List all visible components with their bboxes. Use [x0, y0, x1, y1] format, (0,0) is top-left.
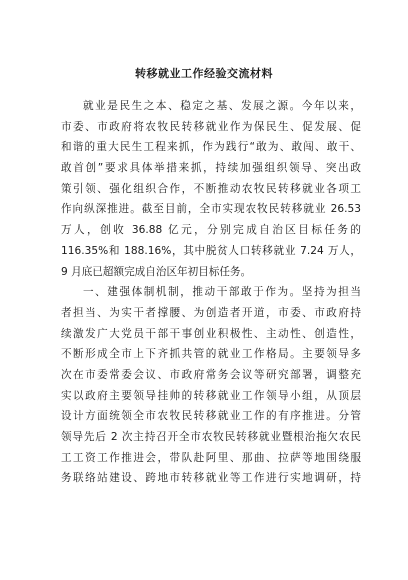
body-text-line: 工工资工作推进会，带队赴阿里、那曲、拉萨等地围绕服 [61, 451, 361, 464]
document-body [61, 96, 361, 489]
body-text-line: 9 月底已超额完成自治区年初目标任务。 [61, 265, 252, 278]
body-text-line: 续激发广大党员干部干事创业积极性、主动性、创造性， [61, 327, 361, 340]
body-text-line: 和谐的重大民生工程来抓，作为践行“敢为、敢闯、敢干、 [61, 141, 361, 154]
body-text-line: 不断形成全市上下齐抓共管的就业工作格局。主要领导多 [61, 348, 361, 361]
body-text-line: 设计方面统领全市农牧民转移就业工作的有序推进。分管 [61, 410, 361, 423]
body-text-line: 万人，创收 36.88 亿元，分别完成自治区目标任务的 [61, 224, 361, 237]
body-text-line: 一、建强体制机制，推动干部敢于作为。坚持为担当 [83, 286, 361, 299]
body-text-line: 次在市委常委会议、市政府常务会议等研究部署，调整充 [61, 368, 361, 381]
body-text-line: 者担当、为实干者撑腰、为创造者开道，市委、市政府持 [61, 306, 361, 319]
body-text-line: 领导先后 2 次主持召开全市农牧民转移就业暨根治拖欠农民 [61, 431, 361, 443]
body-text-line: 实以政府主要领导挂帅的转移就业工作领导小组，从顶层 [61, 389, 361, 402]
body-text-line: 作向纵深推进。截至目前，全市实现农牧民转移就业 26.53 [61, 203, 361, 216]
body-text-line: 116.35%和 188.16%，其中脱贫人口转移就业 7.24 万人， [61, 244, 361, 257]
body-text-line: 务联络站建设、跨地市转移就业等工作进行实地调研，持 [61, 472, 361, 485]
body-text-line: 敢首创”要求具体举措来抓，持续加强组织领导、突出政 [61, 162, 361, 175]
body-text-line: 策引领、强化组织合作，不断推动农牧民转移就业各项工 [61, 182, 361, 195]
body-text-line: 市委、市政府将农牧民转移就业作为保民生、促发展、促 [61, 120, 361, 133]
body-text-line: 就业是民生之本、稳定之基、发展之源。今年以来， [83, 100, 361, 112]
document-title: 转移就业工作经验交流材料 [135, 67, 273, 80]
